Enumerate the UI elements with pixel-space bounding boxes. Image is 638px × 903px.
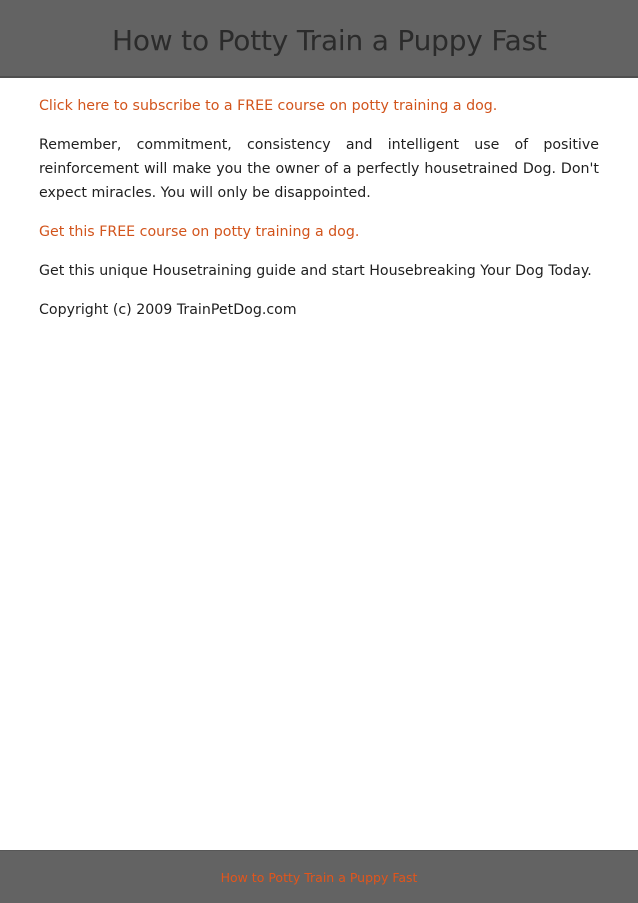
subscribe-paragraph	[39, 94, 599, 118]
free-course-paragraph	[39, 220, 599, 244]
commitment-paragraph: Remember, commitment, consistency and intelligent use of positive reinforcement will make you the owner of a perfectly housetrained Dog. Don't expect miracles. You will only be disappointed.	[39, 137, 599, 201]
article-body	[39, 94, 599, 322]
page-footer	[0, 850, 638, 903]
footer-title: How to Potty Train a Puppy Fast	[220, 870, 418, 885]
copyright-text: Copyright (c) 2009 TrainPetDog.com	[39, 302, 297, 318]
subscribe-link[interactable]: Click here to subscribe to a FREE course on potty training a dog.	[39, 98, 498, 114]
free-course-link[interactable]: Get this FREE course on potty training a dog.	[39, 224, 360, 240]
page-header	[0, 0, 638, 78]
page-title: How to Potty Train a Puppy Fast	[112, 24, 547, 57]
housetraining-guide-paragraph: Get this unique Housetraining guide and start Housebreaking Your Dog Today.	[39, 263, 592, 279]
